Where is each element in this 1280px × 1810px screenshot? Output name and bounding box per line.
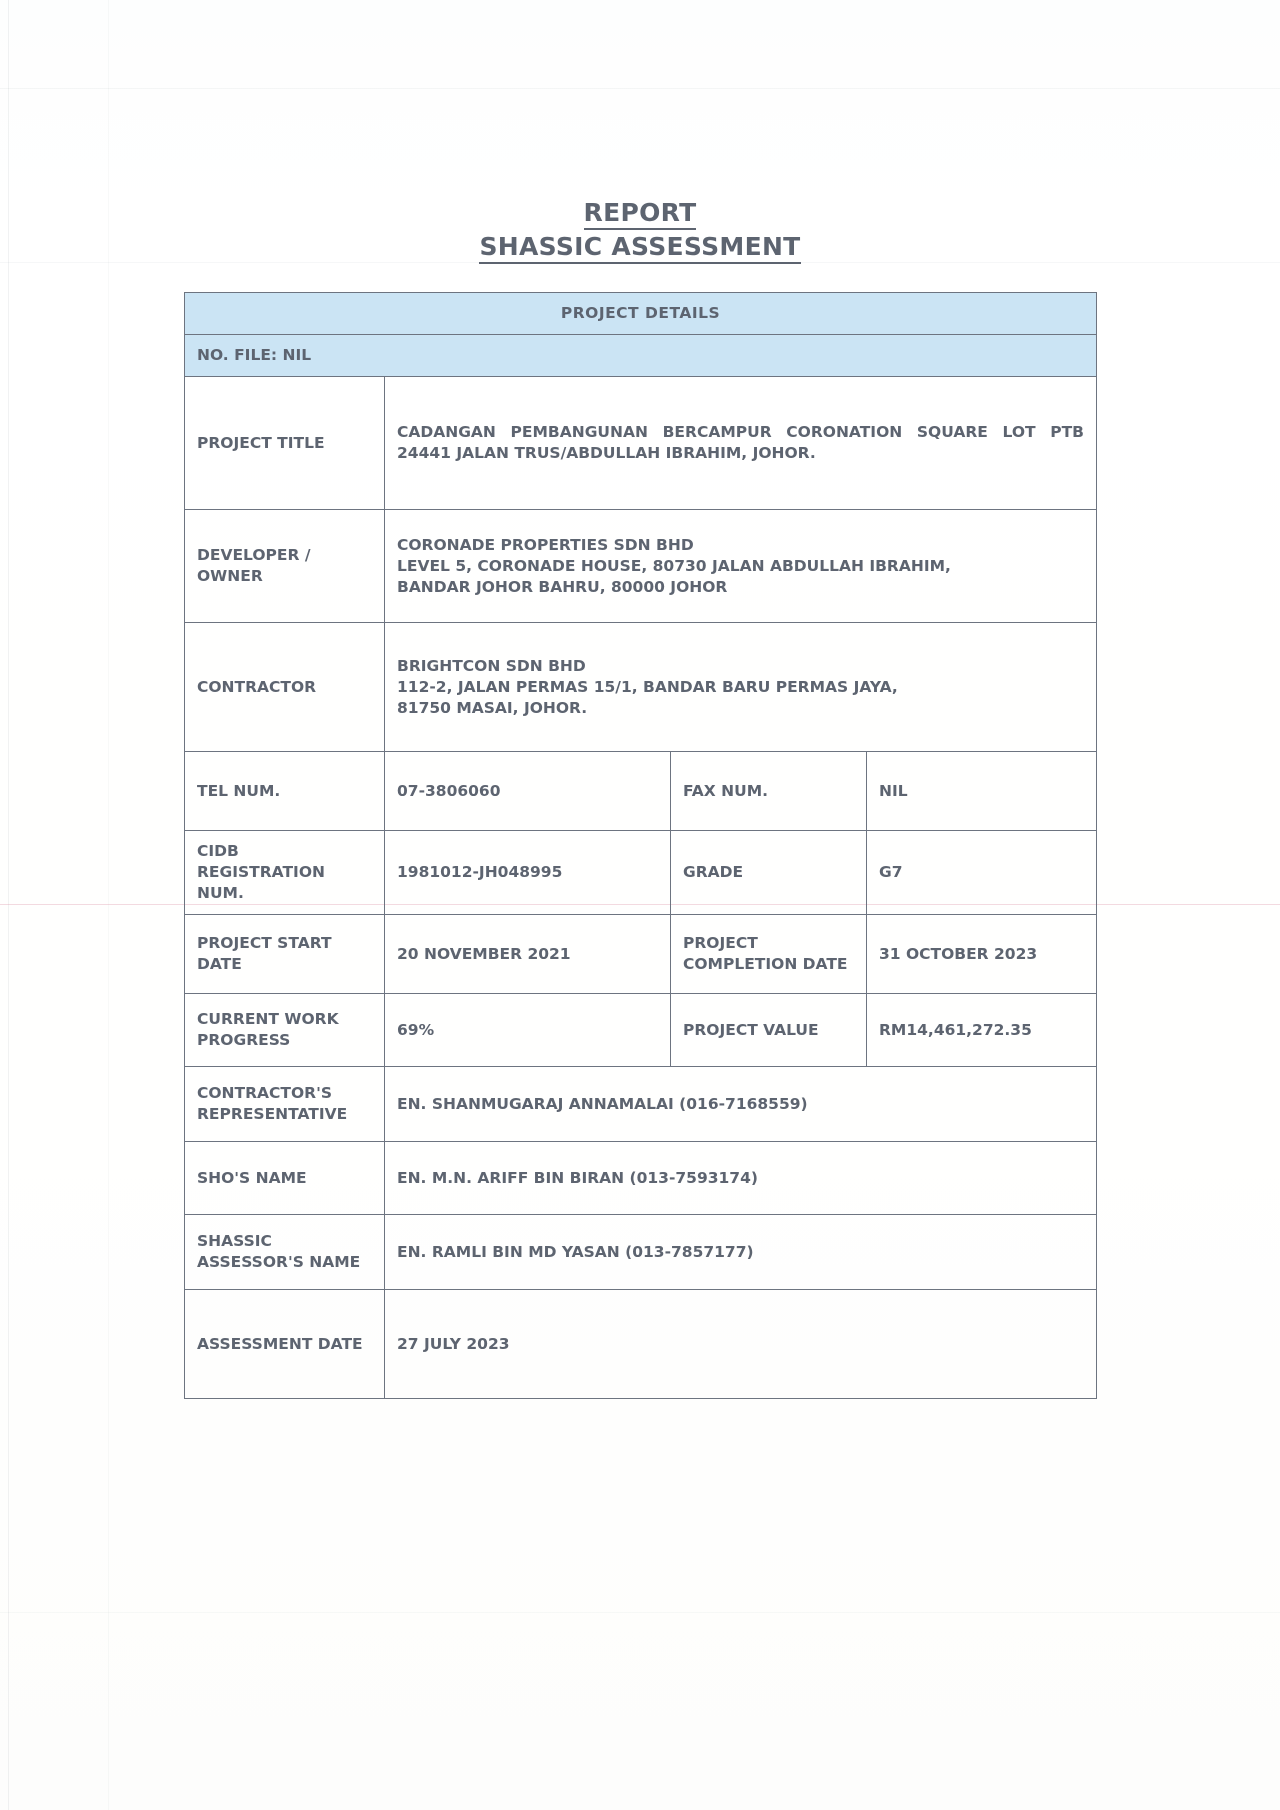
shassic-assessor-name-row — [185, 1215, 1097, 1290]
report-title-line-2-text: SHASSIC ASSESSMENT — [479, 232, 800, 264]
current-work-progress-label — [185, 994, 385, 1067]
fax-value: NIL — [867, 752, 1097, 831]
developer-label — [185, 510, 385, 623]
file-number-value: NO. FILE: NIL — [185, 335, 1097, 377]
contractor-representative-label-line-1: CONTRACTOR'S — [197, 1084, 332, 1102]
contractor-value-line-3: 81750 MASAI, JOHOR. — [397, 698, 588, 717]
developer-label-line-2: OWNER — [197, 567, 263, 585]
project-completion-date-label-line-2: COMPLETION DATE — [683, 955, 848, 973]
grade-value: G7 — [867, 831, 1097, 915]
current-work-progress-value: 69% — [385, 994, 671, 1067]
shassic-assessor-name-label — [185, 1215, 385, 1290]
sho-name-row — [185, 1142, 1097, 1215]
contractor-label: CONTRACTOR — [185, 623, 385, 752]
developer-value-line-2: LEVEL 5, CORONADE HOUSE, 80730 JALAN ABDULLAH IBRAHIM, — [397, 556, 951, 575]
assessment-date-row — [185, 1290, 1097, 1399]
developer-value-line-3: BANDAR JOHOR BAHRU, 80000 JOHOR — [397, 577, 728, 596]
project-title-value-line-1: CADANGAN PEMBANGUNAN BERCAMPUR CORONATION SQUARE LOT PTB — [397, 423, 1084, 441]
cidb-label-line-1: CIDB — [197, 842, 239, 860]
current-work-progress-label-line-2: PROGRESS — [197, 1031, 291, 1049]
project-start-date-value: 20 NOVEMBER 2021 — [385, 915, 671, 994]
contractor-representative-label — [185, 1067, 385, 1142]
project-start-date-label-line-2: DATE — [197, 955, 242, 973]
project-completion-date-value: 31 OCTOBER 2023 — [867, 915, 1097, 994]
project-details-table-wrapper — [184, 292, 1096, 1399]
tel-value: 07-3806060 — [385, 752, 671, 831]
cidb-value: 1981012-JH048995 — [385, 831, 671, 915]
contractor-representative-row — [185, 1067, 1097, 1142]
project-title-label: PROJECT TITLE — [185, 377, 385, 510]
shassic-assessor-name-value: EN. RAMLI BIN MD YASAN (013-7857177) — [385, 1215, 1097, 1290]
document-title-block — [0, 0, 1280, 264]
cidb-label-line-3: NUM. — [197, 884, 244, 902]
current-work-progress-label-line-1: CURRENT WORK — [197, 1010, 339, 1028]
shassic-assessor-name-label-line-1: SHASSIC — [197, 1232, 272, 1250]
telephone-row — [185, 752, 1097, 831]
contractor-representative-label-line-2: REPRESENTATIVE — [197, 1105, 348, 1123]
current-work-progress-row — [185, 994, 1097, 1067]
contractor-representative-value: EN. SHANMUGARAJ ANNAMALAI (016-7168559) — [385, 1067, 1097, 1142]
cidb-label-line-2: REGISTRATION — [197, 863, 325, 881]
project-title-row — [185, 377, 1097, 510]
project-value-amount: RM14,461,272.35 — [867, 994, 1097, 1067]
table-header-title: PROJECT DETAILS — [185, 293, 1097, 335]
contractor-row — [185, 623, 1097, 752]
tel-label: TEL NUM. — [185, 752, 385, 831]
cidb-registration-row — [185, 831, 1097, 915]
developer-label-line-1: DEVELOPER / — [197, 546, 311, 564]
developer-value — [385, 510, 1097, 623]
project-start-date-label-line-1: PROJECT START — [197, 934, 332, 952]
file-number-row — [185, 335, 1097, 377]
sho-name-value: EN. M.N. ARIFF BIN BIRAN (013-7593174) — [385, 1142, 1097, 1215]
assessment-date-label: ASSESSMENT DATE — [185, 1290, 385, 1399]
project-title-value — [385, 377, 1097, 510]
contractor-value — [385, 623, 1097, 752]
table-header-row — [185, 293, 1097, 335]
developer-row — [185, 510, 1097, 623]
cidb-label — [185, 831, 385, 915]
project-details-table — [184, 292, 1097, 1399]
report-title-line-1-text: REPORT — [584, 198, 697, 230]
grade-label: GRADE — [671, 831, 867, 915]
project-completion-date-label-line-1: PROJECT — [683, 934, 758, 952]
project-completion-date-label — [671, 915, 867, 994]
project-title-value-line-2: 24441 JALAN TRUS/ABDULLAH IBRAHIM, JOHOR. — [397, 444, 816, 462]
contractor-value-line-1: BRIGHTCON SDN BHD — [397, 656, 586, 675]
project-value-label: PROJECT VALUE — [671, 994, 867, 1067]
sho-name-label: SHO'S NAME — [185, 1142, 385, 1215]
project-start-date-row — [185, 915, 1097, 994]
shassic-assessor-name-label-line-2: ASSESSOR'S NAME — [197, 1253, 361, 1271]
contractor-value-line-2: 112-2, JALAN PERMAS 15/1, BANDAR BARU PERMAS JAYA, — [397, 677, 898, 696]
project-start-date-label — [185, 915, 385, 994]
assessment-date-value: 27 JULY 2023 — [385, 1290, 1097, 1399]
developer-value-line-1: CORONADE PROPERTIES SDN BHD — [397, 535, 694, 554]
fax-label: FAX NUM. — [671, 752, 867, 831]
report-title-line-1 — [0, 196, 1280, 230]
report-title-line-2 — [0, 230, 1280, 264]
